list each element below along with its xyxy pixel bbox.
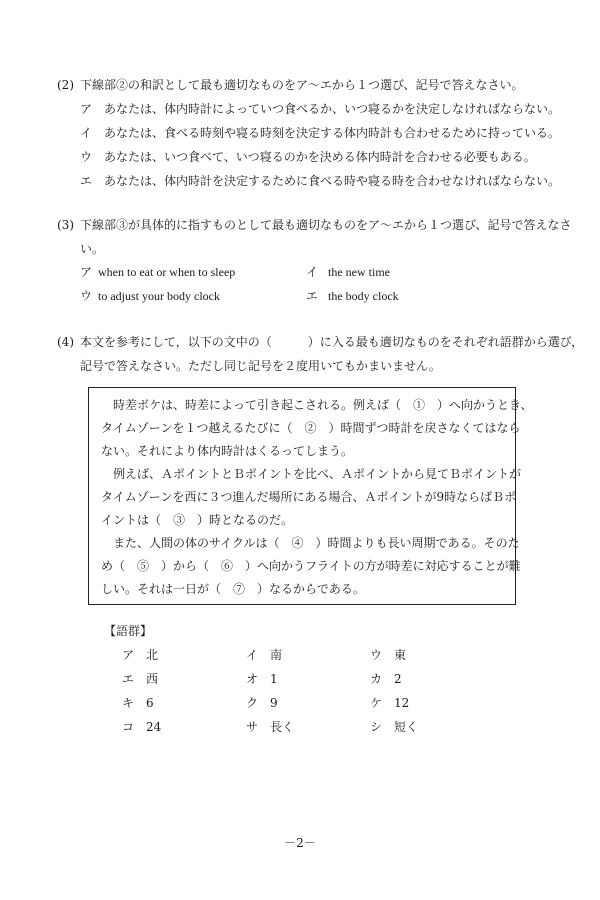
q2-stem: 下線部②の和訳として最も適切なものをア～エから１つ選び、記号で答えなさい。 — [80, 78, 524, 92]
vocab-item — [122, 695, 154, 711]
passage-line: タイムゾーンを西に３つ進んだ場所にある場合、Ａポイントが9時ならばＢポ — [101, 490, 517, 504]
q3-number: (3) — [57, 218, 74, 232]
passage-line: 例えば、ＡポイントとＢポイントを比べ、Ａポイントから見てＢポイントが — [101, 467, 522, 481]
vocab-key: ケ — [370, 696, 383, 710]
vocab-item — [122, 647, 158, 663]
q3-option-text: the body clock — [328, 289, 399, 303]
q3-option-text: to adjust your body clock — [98, 289, 220, 303]
q3-option-letter: エ — [306, 289, 319, 303]
q3-option-text: when to eat or when to sleep — [98, 265, 236, 279]
q4-number: (4) — [57, 335, 74, 349]
q2-option-letter: ア — [80, 102, 93, 116]
passage-line: 時差ボケは、時差によって引き起こされる。例えば（ ① ）へ向かうとき、 — [101, 398, 533, 412]
q3-option-letter: ア — [80, 265, 93, 279]
vocab-key: ク — [246, 696, 259, 710]
vocab-key: シ — [370, 720, 383, 734]
vocab-key: カ — [370, 672, 383, 686]
vocab-key: キ — [122, 696, 135, 710]
page-number: －2－ — [284, 836, 316, 850]
q2-option-text: あなたは、いつ食べて、いつ寝るのかを決める体内時計を合わせる必要もある。 — [104, 150, 536, 164]
q2-option-text: あなたは、体内時計を決定するために食べる時や寝る時を合わせなければならない。 — [104, 174, 561, 188]
vocab-item — [370, 719, 418, 735]
vocab-item — [122, 671, 158, 687]
q4-stem-line1: 本文を参考にして，以下の文中の（ ）に入る最も適切なものをそれぞれ語群から選び， — [80, 335, 584, 349]
vocab-item — [122, 719, 161, 735]
vocab-key: ウ — [370, 648, 383, 662]
vocab-value: 長く — [270, 720, 295, 734]
vocab-key: イ — [246, 648, 259, 662]
vocab-value: 南 — [270, 648, 283, 662]
q2-option-text: あなたは、食べる時刻や寝る時刻を決定する体内時計も合わせるために持っている。 — [104, 126, 561, 140]
vocab-key: オ — [246, 672, 259, 686]
vocab-key: サ — [246, 720, 259, 734]
vocab-item — [370, 671, 402, 687]
vocab-value: 北 — [146, 648, 159, 662]
q2-option-text: あなたは、体内時計によっていつ食べるか、いつ寝るかを決定しなければならない。 — [104, 102, 561, 116]
vocab-value: 東 — [394, 648, 407, 662]
q3-option-text: the new time — [328, 265, 390, 279]
q3-option-letter: ウ — [80, 289, 93, 303]
vocab-value: 6 — [146, 696, 154, 710]
vocab-item — [246, 647, 282, 663]
vocab-title: 【語群】 — [104, 624, 153, 638]
q3-option-letter: イ — [306, 265, 319, 279]
q3-stem-line2: い。 — [80, 242, 105, 256]
vocab-key: エ — [122, 672, 135, 686]
passage-box — [88, 387, 533, 605]
vocab-value: 12 — [394, 696, 410, 710]
vocab-value: 9 — [270, 696, 278, 710]
passage-line: しい。それは一日が（ ⑦ ）なるからである。 — [101, 582, 365, 596]
vocab-key: コ — [122, 720, 135, 734]
passage-line: ない。それにより体内時計はくるってしまう。 — [101, 444, 354, 458]
passage-line: イントは（ ③ ）時となるのだ。 — [101, 513, 294, 527]
q3-stem-line1: 下線部③が具体的に指すものとして最も適切なものをア～エから１つ選び、記号で答えなさ — [80, 218, 572, 232]
vocab-value: 2 — [394, 672, 402, 686]
vocab-key: ア — [122, 648, 135, 662]
vocab-value: 1 — [270, 672, 278, 686]
passage-line: また、人間の体のサイクルは（ ④ ）時間よりも長い周期である。そのた — [101, 536, 520, 550]
vocab-value: 24 — [146, 720, 162, 734]
vocab-item — [370, 695, 409, 711]
vocab-item — [246, 719, 294, 735]
vocab-value: 西 — [146, 672, 159, 686]
vocab-item — [246, 671, 278, 687]
vocab-item — [370, 647, 406, 663]
q2-number: (2) — [57, 78, 74, 92]
passage-line: め（ ⑤ ）から（ ⑥ ）へ向かうフライトの方が時差に対応することが難 — [101, 559, 521, 573]
vocab-item — [246, 695, 278, 711]
passage-line: タイムゾーンを１つ越えるたびに（ ② ）時間ずつ時計を戻さなくてはなら — [101, 421, 521, 435]
q4-stem-line2: 記号で答えなさい。ただし同じ記号を２度用いてもかまいません。 — [80, 359, 441, 373]
q2-option-letter: イ — [80, 126, 93, 140]
q2-option-letter: ウ — [80, 150, 93, 164]
q2-option-letter: エ — [80, 174, 93, 188]
vocab-value: 短く — [394, 720, 419, 734]
